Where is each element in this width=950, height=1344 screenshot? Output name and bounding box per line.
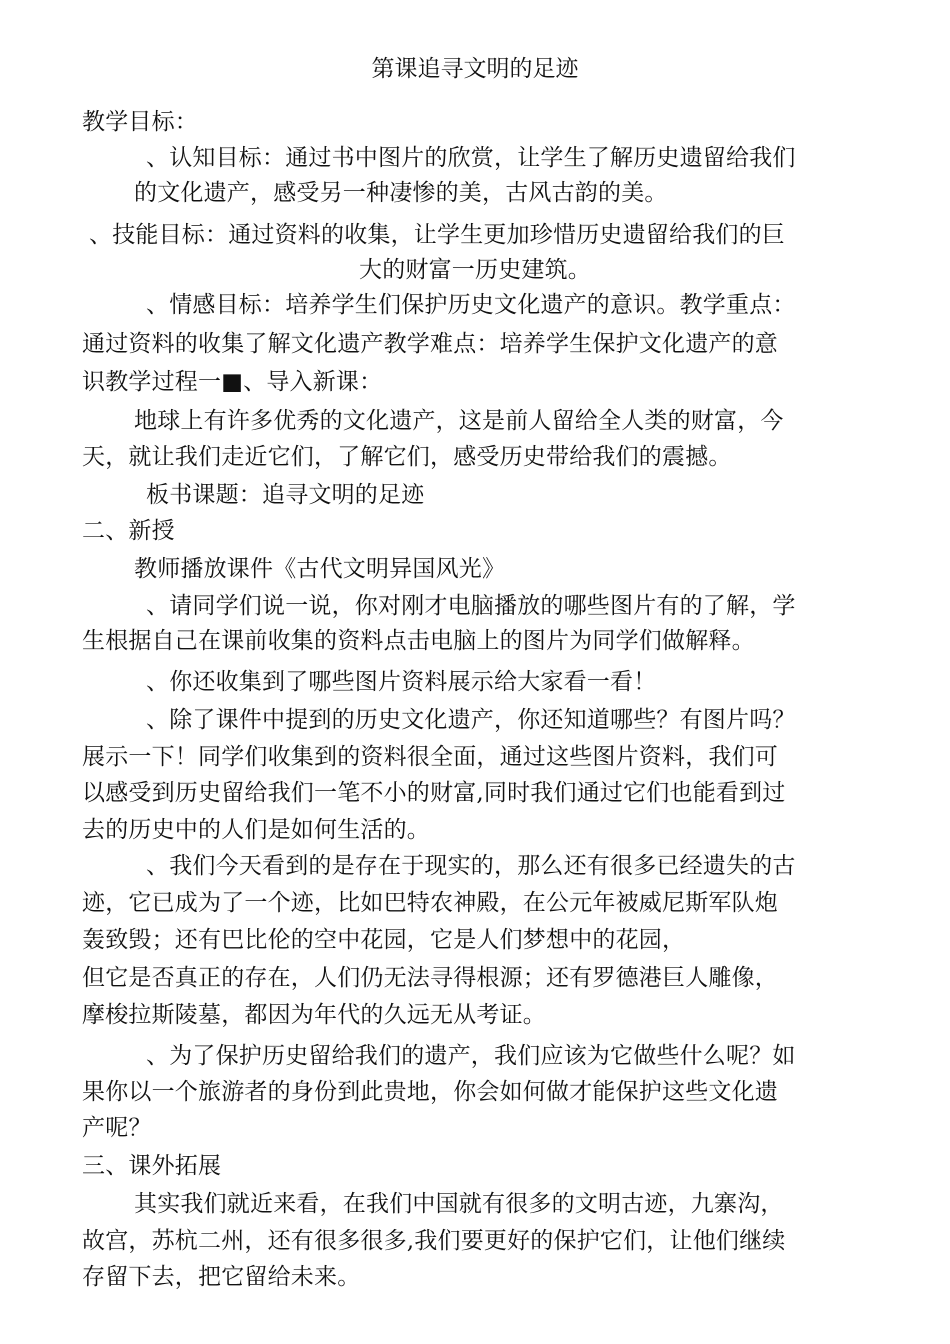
heading-teaching-goals: 教学目标： xyxy=(82,109,198,135)
paragraph-line: 产呢？ xyxy=(82,1115,152,1141)
paragraph-line: 、请同学们说一说，你对刚才电脑播放的哪些图片有的了解，学 xyxy=(146,593,796,619)
paragraph-line: 故宫，苏杭二州，还有很多很多,我们要更好的保护它们，让他们继续 xyxy=(82,1228,786,1254)
section-heading: 二、新授 xyxy=(82,518,175,544)
paragraph-line: 教师播放课件《古代文明异国风光》 xyxy=(134,556,506,582)
paragraph-line: 通过资料的收集了解文化遗产教学难点：培养学生保护文化遗产的意 xyxy=(82,331,778,357)
paragraph-line: 展示一下！同学们收集到的资料很全面，通过这些图片资料，我们可 xyxy=(82,744,778,770)
paragraph-line: 的文化遗产，感受另一种凄惨的美，古风古韵的美。 xyxy=(134,180,668,206)
paragraph-line: 天，就让我们走近它们，了解它们，感受历史带给我们的震撼。 xyxy=(82,444,732,470)
paragraph-line: 以感受到历史留给我们一笔不小的财富,同时我们通过它们也能看到过 xyxy=(82,780,786,806)
paragraph-line: 大的财富一历史建筑。 xyxy=(359,257,591,283)
paragraph-line: 迹，它已成为了一个迹，比如巴特农神殿，在公元年被威尼斯军队炮 xyxy=(82,890,778,916)
paragraph-line: 、技能目标：通过资料的收集，让学生更加珍惜历史遗留给我们的巨 xyxy=(89,222,785,248)
paragraph-line: 地球上有许多优秀的文化遗产，这是前人留给全人类的财富，今 xyxy=(134,408,784,434)
paragraph-line: 、除了课件中提到的历史文化遗产，你还知道哪些？有图片吗？ xyxy=(146,707,796,733)
paragraph-line: 、情感目标：培养学生们保护历史文化遗产的意识。教学重点： xyxy=(146,292,796,318)
paragraph-line: 轰致毁；还有巴比伦的空中花园，它是人们梦想中的花园， xyxy=(82,927,686,953)
paragraph-line: 识教学过程一■、导入新课： xyxy=(82,369,383,395)
paragraph-line: 但它是否真正的存在，人们仍无法寻得根源；还有罗德港巨人雕像， xyxy=(82,965,778,991)
paragraph-line: 、我们今天看到的是存在于现实的，那么还有很多已经遗失的古 xyxy=(146,853,796,879)
paragraph-line: 果你以一个旅游者的身份到此贵地，你会如何做才能保护这些文化遗 xyxy=(82,1079,778,1105)
paragraph-line: 去的历史中的人们是如何生活的。 xyxy=(82,817,430,843)
paragraph-line: 生根据自己在课前收集的资料点击电脑上的图片为同学们做解释。 xyxy=(82,628,755,654)
paragraph-line: 板书课题：追寻文明的足迹 xyxy=(146,482,425,508)
paragraph-line: 其实我们就近来看，在我们中国就有很多的文明古迹，九寨沟， xyxy=(134,1191,784,1217)
paragraph-line: 摩梭拉斯陵墓，都因为年代的久远无从考证。 xyxy=(82,1002,546,1028)
paragraph-line: 、认知目标：通过书中图片的欣赏，让学生了解历史遗留给我们 xyxy=(146,145,796,171)
paragraph-line: 存留下去，把它留给未来。 xyxy=(82,1264,361,1290)
document-title: 第课追寻文明的足迹 xyxy=(371,56,579,82)
paragraph-line: 、为了保护历史留给我们的遗产，我们应该为它做些什么呢？如 xyxy=(146,1043,796,1069)
section-heading: 三、课外拓展 xyxy=(82,1153,222,1179)
paragraph-line: 、你还收集到了哪些图片资料展示给大家看一看！ xyxy=(146,669,657,695)
